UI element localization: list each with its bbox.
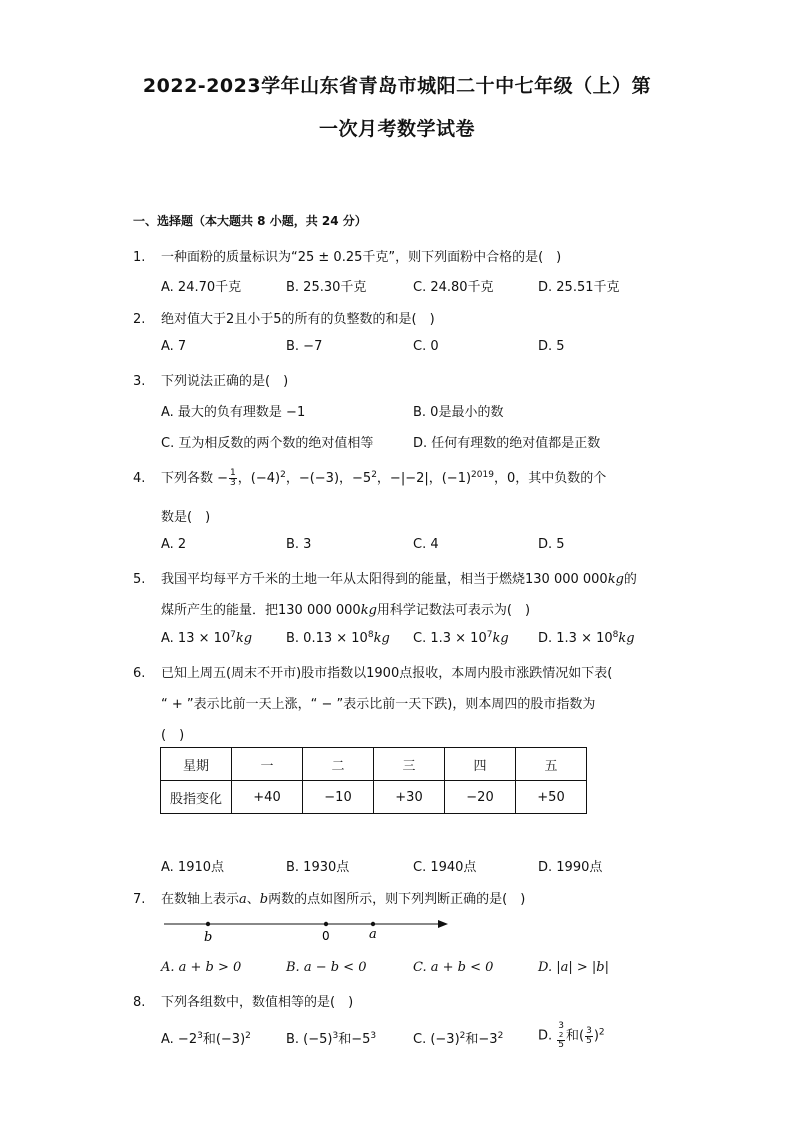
option-text: D. 1.3 × 10	[538, 631, 613, 646]
q4-option-d[interactable]: D. 5	[538, 537, 565, 552]
table-cell: 股指变化	[161, 781, 232, 814]
question-6-line2: “ + ”表示比前一天上涨，“ − ”表示比前一天下跌)，则本周四的股市指数为	[161, 697, 596, 712]
question-6	[133, 662, 612, 681]
option-text: C. (−3)	[413, 1032, 460, 1047]
q8-option-b[interactable]	[286, 1028, 376, 1047]
question-text-a: ，(−4)	[237, 471, 281, 486]
table-row	[161, 781, 587, 814]
point-b	[206, 922, 210, 926]
question-text: 我国平均每平方千米的土地一年从太阳得到的能量，相当于燃烧130 000 000	[161, 572, 608, 587]
table-cell: 四	[445, 748, 516, 781]
q4-option-a[interactable]: A. 2	[161, 537, 187, 552]
exponent: 3	[332, 1031, 339, 1041]
question-text: 用科学记数法可表示为( )	[376, 603, 531, 618]
label-a: a	[369, 927, 377, 942]
q3-option-d[interactable]: D. 任何有理数的绝对值都是正数	[413, 436, 601, 451]
question-text: 一种面粉的质量标识为“25 ± 0.25千克”，则下列面粉中合格的是( )	[161, 250, 562, 265]
q6-option-d[interactable]: D. 1990点	[538, 860, 603, 875]
table-cell: +30	[374, 781, 445, 814]
stock-change-table	[160, 747, 587, 814]
table-cell: −20	[445, 781, 516, 814]
option-text: 和(−3)	[202, 1032, 246, 1047]
q6-option-a[interactable]: A. 1910点	[161, 860, 225, 875]
q3-option-c[interactable]: C. 互为相反数的两个数的绝对值相等	[161, 436, 374, 451]
question-number: 8.	[133, 995, 146, 1010]
exponent: 8	[367, 630, 374, 640]
question-4	[133, 467, 606, 488]
q2-option-d[interactable]: D. 5	[538, 339, 565, 354]
question-2	[133, 308, 435, 327]
table-row	[161, 748, 587, 781]
question-text: 、	[246, 892, 260, 907]
question-5-line2	[161, 599, 530, 618]
question-text: 的	[623, 572, 637, 587]
question-text-d: ，0，其中负数的个	[493, 471, 607, 486]
q5-option-c[interactable]	[413, 630, 509, 646]
unit-kg: kg	[360, 603, 377, 618]
unit-kg: kg	[618, 631, 635, 646]
table-cell: −10	[303, 781, 374, 814]
exponent: 7	[230, 630, 236, 640]
table-cell: 三	[374, 748, 445, 781]
q1-option-a[interactable]: A. 24.70千克	[161, 280, 242, 295]
question-number: 4.	[133, 471, 146, 486]
fraction-denominator: 3	[230, 478, 236, 488]
label-zero: 0	[322, 929, 330, 943]
question-8	[133, 991, 353, 1010]
point-zero	[324, 922, 328, 926]
option-text: 和−5	[338, 1032, 371, 1047]
question-text: 绝对值大于2且小于5的所有的负整数的和是( )	[161, 312, 435, 327]
numerator-exponent: 2	[558, 1031, 564, 1039]
q7-option-c[interactable]: C. a + b < 0	[413, 960, 494, 975]
q2-option-c[interactable]: C. 0	[413, 339, 439, 354]
q1-option-b[interactable]: B. 25.30千克	[286, 280, 367, 295]
q4-option-b[interactable]: B. 3	[286, 537, 312, 552]
option-text: )	[593, 1028, 599, 1044]
question-number: 5.	[133, 572, 146, 587]
option-text: A. 13 × 10	[161, 631, 231, 646]
question-7	[133, 888, 525, 907]
question-number: 3.	[133, 374, 146, 389]
question-text-pre: 下列各数 −	[161, 471, 229, 486]
option-text: 和(	[566, 1028, 585, 1044]
question-text: 下列各组数中，数值相等的是( )	[161, 995, 354, 1010]
question-text: 煤所产生的能量．把130 000 000	[161, 603, 361, 618]
q4-option-c[interactable]: C. 4	[413, 537, 439, 552]
question-1	[133, 246, 561, 265]
fraction-denominator: 5	[586, 1035, 592, 1046]
question-number: 2.	[133, 312, 146, 327]
question-6-line3: ( )	[161, 728, 185, 743]
question-number: 6.	[133, 666, 146, 681]
option-text: A. −2	[161, 1032, 198, 1047]
question-4-line2: 数是( )	[161, 510, 211, 525]
question-3	[133, 370, 288, 389]
table-cell: 星期	[161, 748, 232, 781]
q8-option-d[interactable]	[538, 1022, 605, 1050]
exponent: 2	[459, 1031, 466, 1041]
unit-kg: kg	[492, 631, 509, 646]
point-a	[371, 922, 375, 926]
table-cell: 二	[303, 748, 374, 781]
question-text: 已知上周五(周末不开市)股市指数以1900点报收，本周内股市涨跌情况如下表(	[161, 666, 613, 681]
exponent: 2	[598, 1027, 605, 1038]
option-text: D.	[538, 1028, 557, 1044]
fraction-three-fifths	[585, 1027, 593, 1046]
fraction-numerator	[557, 1022, 565, 1041]
paper-title-line1: 2022-2023学年山东省青岛市城阳二十中七年级（上）第	[142, 75, 652, 97]
option-text: C. 1.3 × 10	[413, 631, 487, 646]
option-text: B. 0.13 × 10	[286, 631, 368, 646]
question-text: 在数轴上表示	[161, 892, 240, 907]
fraction-three-squared-over-five	[557, 1022, 565, 1050]
exponent: 2	[280, 470, 286, 480]
table-cell: 一	[232, 748, 303, 781]
exponent: 7	[486, 630, 493, 640]
fraction-denominator: 5	[558, 1040, 565, 1050]
variable-a: a	[239, 892, 247, 907]
q5-option-d[interactable]	[538, 630, 635, 646]
table-cell: 五	[516, 748, 587, 781]
question-number: 7.	[133, 892, 146, 907]
exponent: 3	[370, 1031, 377, 1041]
fraction-numerator: 1	[230, 468, 236, 478]
exponent: 2019	[471, 470, 494, 480]
question-text: 下列说法正确的是( )	[161, 374, 289, 389]
label-b: b	[204, 930, 213, 945]
question-5	[133, 568, 637, 587]
unit-kg: kg	[235, 631, 253, 646]
paper-title-line2: 一次月考数学试卷	[318, 118, 475, 140]
numerator-base: 3	[558, 1021, 565, 1031]
question-text-c: ，−|−2|，(−1)	[376, 471, 472, 486]
fraction-numerator: 3	[586, 1025, 592, 1036]
section-heading: 一、选择题（本大题共 8 小题，共 24 分）	[133, 214, 367, 228]
table-cell: +50	[516, 781, 587, 814]
question-number: 1.	[133, 250, 146, 265]
table-cell: +40	[232, 781, 303, 814]
q8-option-a[interactable]	[161, 1028, 251, 1047]
q7-option-a[interactable]: A. a + b > 0	[161, 960, 242, 975]
option-text: 和−3	[465, 1032, 498, 1047]
q3-option-a[interactable]: A. 最大的负有理数是 −1	[161, 405, 306, 420]
q1-option-c[interactable]: C. 24.80千克	[413, 280, 494, 295]
q7-option-d[interactable]: D. |a| > |b|	[538, 960, 609, 975]
exponent: 2	[497, 1031, 504, 1041]
number-line-arrow	[438, 920, 448, 928]
unit-kg: kg	[607, 572, 624, 587]
exponent: 8	[612, 630, 619, 640]
question-text: 两数的点如图所示，则下列判断正确的是( )	[268, 892, 526, 907]
exponent: 2	[371, 470, 377, 480]
option-text: B. (−5)	[286, 1032, 333, 1047]
q6-option-c[interactable]: C. 1940点	[413, 860, 477, 875]
number-line-figure	[160, 912, 460, 946]
q5-option-b[interactable]	[286, 630, 390, 646]
q8-option-c[interactable]	[413, 1028, 503, 1047]
exponent: 2	[245, 1031, 251, 1041]
q2-option-a[interactable]: A. 7	[161, 339, 187, 354]
q7-option-b[interactable]: B. a − b < 0	[286, 960, 367, 975]
q1-option-d[interactable]: D. 25.51千克	[538, 280, 620, 295]
exponent: 3	[197, 1031, 203, 1041]
q2-option-b[interactable]: B. −7	[286, 339, 323, 354]
question-text-b: ，−(−3)，−5	[285, 471, 372, 486]
variable-b: b	[259, 892, 269, 907]
q3-option-b[interactable]: B. 0是最小的数	[413, 405, 504, 420]
fraction-one-third	[229, 469, 237, 488]
unit-kg: kg	[373, 631, 390, 646]
q5-option-a[interactable]	[161, 630, 252, 646]
q6-option-b[interactable]: B. 1930点	[286, 860, 350, 875]
